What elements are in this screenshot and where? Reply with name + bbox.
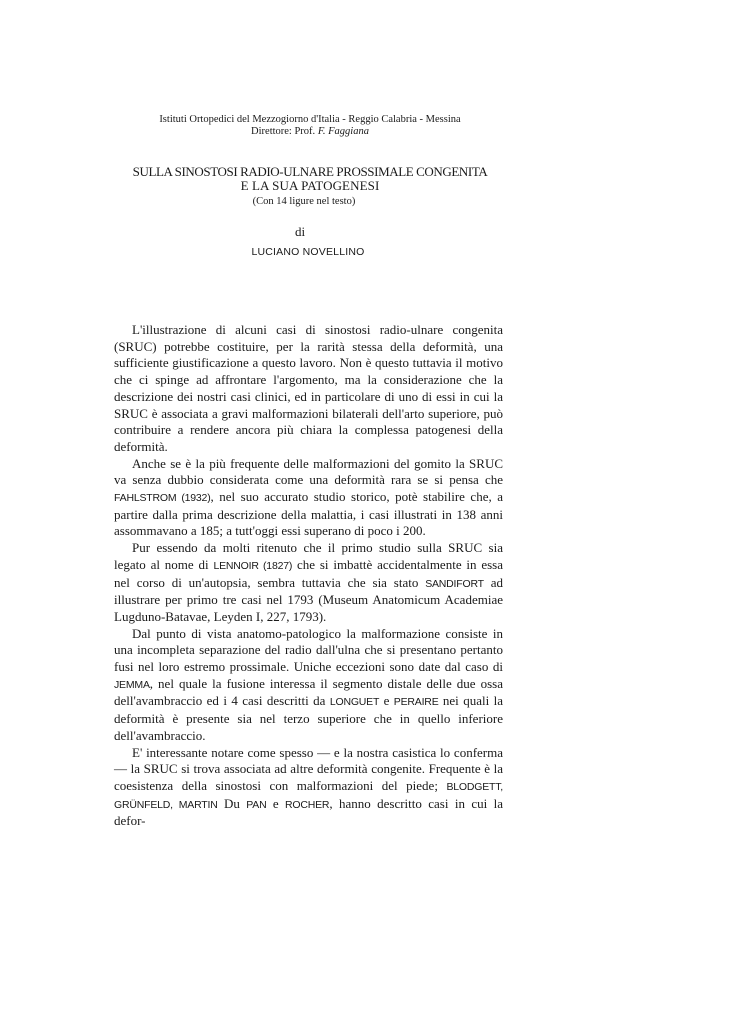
p4-text-c: e (379, 693, 394, 709)
cited-author: BLODGETT, GRÜNFELD, MARTIN (114, 780, 503, 811)
director-label: Direttore: Prof. (251, 126, 316, 137)
paper-title-line1: SULLA SINOSTOSI RADIO-ULNARE PROSSIMALE CONGENITA (132, 164, 488, 179)
cited-author: SANDIFORT (425, 577, 484, 590)
paragraph-3 (114, 540, 503, 626)
director-line (0, 126, 620, 138)
p3-text-c: ad illustrare per primo tre casi nel 1793 (Museum Anatomicum Academiae Lugduno-Batavae, Leyden I, 227, 1793). (114, 574, 503, 624)
p5-text-d: , hanno descritto casi in cui la defor- (114, 795, 503, 829)
figure-note: (Con 14 ligure nel testo) (252, 196, 356, 207)
director-name: F. Faggiana (317, 126, 369, 137)
cited-author: PERAIRE (393, 696, 439, 709)
author-name: LUCIANO NOVELLINO (251, 246, 365, 258)
p4-text-b: , nel quale la fusione interessa il segmento distale delle due ossa dell'avambraccio ed i 4 casi descritti da (114, 675, 503, 709)
p5-text-a: E' interessante notare come spesso — e la nostra casistica lo conferma — la SRUC si trova associata ad altre deformità congenite. Frequente è la coesistenza della sinostosi con malformazioni del piede; (114, 744, 503, 793)
cited-author: LENNOIR (1827) (213, 559, 293, 572)
p5-text-b: Du (217, 795, 247, 811)
paragraph-2 (114, 456, 503, 541)
article-body (114, 322, 503, 830)
by-line: di (294, 224, 306, 239)
paragraph-1: L'illustrazione di alcuni casi di sinostosi radio-ulnare congenita (SRUC) potrebbe costituire, per la rarità stessa della deformità, una sufficiente giustificazione a questo lavoro. Non è questo tuttavia il motivo che ci spinge ad affrontare l'argomento, ma la considerazione che la descrizione dei nostri casi clinici, ed in particolare di uno di essi in cui la SRUC è associata a gravi malformazioni bilaterali dell'arto superiore, può contribuire a rendere ancora più chiara la complessa patogenesi della deformità. (114, 322, 503, 454)
cited-author: LONGUET (329, 696, 380, 709)
p5-text-c: e (266, 795, 286, 811)
cited-author: PAN (246, 798, 267, 811)
cited-author: ROCHER (285, 798, 330, 811)
p3-text-a: Pur essendo da molti ritenuto che il primo studio sulla SRUC sia legato al nome di (114, 540, 503, 572)
paragraph-5 (114, 745, 503, 831)
paper-title-line2: E LA SUA PATOGENESI (240, 178, 380, 193)
cited-author: FAHLSTROM (1932) (114, 492, 211, 505)
institution-header: Istituti Ortopedici del Mezzogiorno d'Italia - Reggio Calabria - Messina (159, 114, 461, 125)
cited-author: JEMMA (114, 678, 150, 691)
paragraph-4 (114, 626, 503, 745)
p3-text-b: che si imbattè accidentalmente in essa nel corso di un'autopsia, sembra tuttavia che sia stato (114, 556, 503, 590)
p4-text-a: Dal punto di vista anatomo-patologico la malformazione consiste in una incompleta separazione del radio dall'ulna che si presentano pertanto fusi nel loro estremo prossimale. Uniche eccezioni sono date dal caso di (114, 625, 503, 675)
p2-text-a: Anche se è la più frequente delle malformazioni del gomito la SRUC va senza dubbio considerata come una deformità rara se si pensa che (114, 455, 503, 488)
p4-text-d: nei quali la deformità è presente sia nel terzo superiore che in quello inferiore dell'avambraccio. (114, 693, 503, 743)
p2-text-b: , nel suo accurato studio storico, potè stabilire che, a partire dalla prima descrizione della malattia, i casi illustrati in 138 anni assommavano a 185; a tutt'oggi essi superano di poco i 200. (114, 489, 503, 539)
